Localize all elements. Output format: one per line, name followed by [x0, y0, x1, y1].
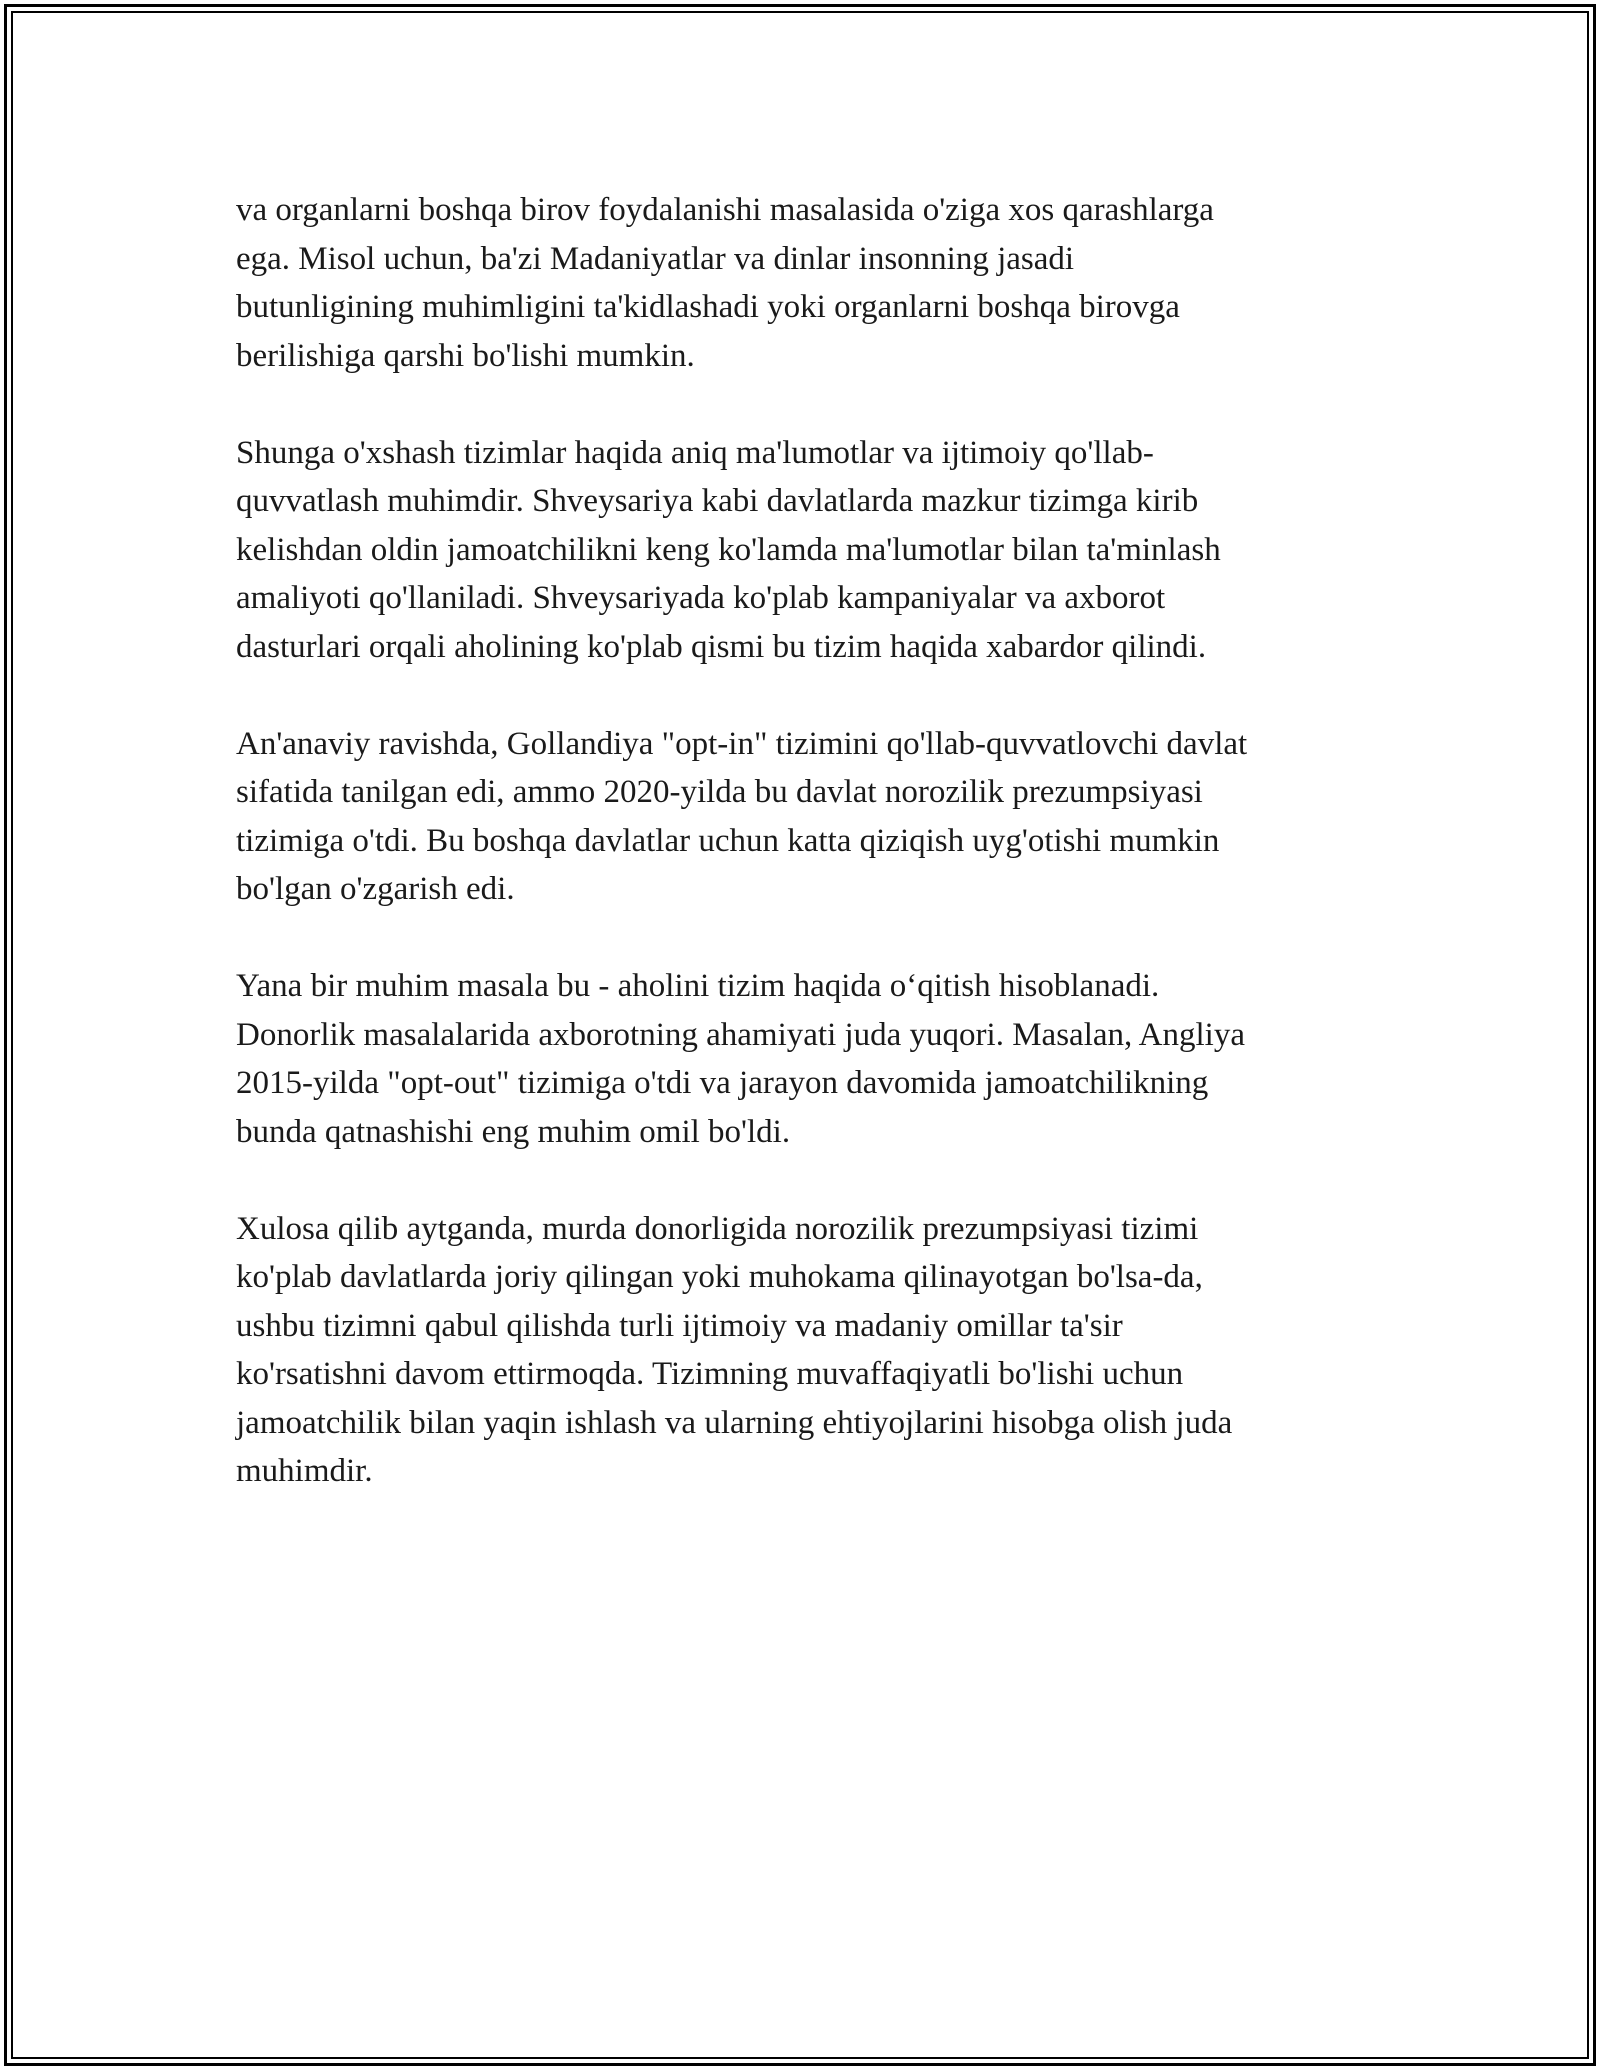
paragraph-2: Shunga o'xshash tizimlar haqida aniq ma'lumotlar va ijtimoiy qo'llab- quvvatlash muhimdir. Shveysariya kabi davlatlarda mazkur tizimga kirib kelishdan oldin jamoatchilikni keng ko'lamda ma'lumotlar bilan ta'minlash amaliyoti qo'llaniladi. Shveysariyada ko'plab kampaniyalar va axborot dasturlari orqali aholining ko'plab qismi bu tizim haqida xabardor qilindi. — [236, 434, 1221, 665]
paragraph-5: Xulosa qilib aytganda, murda donorligida norozilik prezumpsiyasi tizimi ko'plab davlatlarda joriy qilingan yoki muhokama qilinayotgan bo'lsa-da, ushbu tizimni qabul qilishda turli ijtimoiy va madaniy omillar ta'sir ko'rsatishni davom ettirmoqda. Tizimning muvaffaqiyatli bo'lishi uchun jamoatchilik bilan yaqin ishlash va ularning ehtiyojlarini hisobga olish juda muhimdir. — [236, 1210, 1233, 1489]
paragraph-1: va organlarni boshqa birov foydalanishi masalasida o'ziga xos qarashlarga ega. Misol uchun, ba'zi Madaniyatlar va dinlar insonning jasadi butunligining muhimligini ta'kidlashadi yoki organlarni boshqa birovga berilishiga qarshi bo'lishi mumkin. — [236, 192, 1214, 374]
document-body — [236, 186, 1416, 1544]
paragraph-4: Yana bir muhim masala bu - aholini tizim haqida o‘qitish hisoblanadi. Donorlik masalalarida axborotning ahamiyati juda yuqori. Masalan, Angliya 2015-yilda "opt-out" tizimiga o'tdi va jarayon davomida jamoatchilikning bunda qatnashishi eng muhim omil bo'ldi. — [236, 968, 1245, 1150]
paragraph-3: An'anaviy ravishda, Gollandiya "opt-in" tizimini qo'llab-quvvatlovchi davlat sifatida tanilgan edi, ammo 2020-yilda bu davlat norozilik prezumpsiyasi tizimiga o'tdi. Bu boshqa davlatlar uchun katta qiziqish uyg'otishi mumkin bo'lgan o'zgarish edi. — [236, 725, 1248, 907]
